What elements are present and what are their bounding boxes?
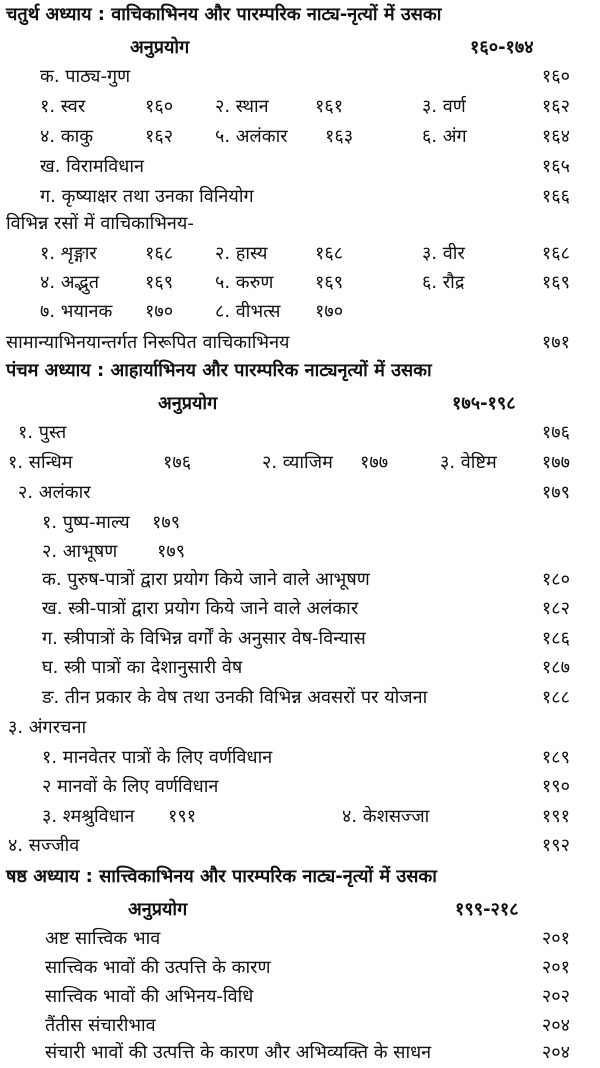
toc-entry: सात्त्विक भावों की उत्पत्ति के कारण २०१ <box>45 957 570 978</box>
toc-entry: ख. स्त्री-पात्रों द्वारा प्रयोग किये जाने वाले अलंकार १८२ <box>42 598 570 619</box>
toc-row: ४. काकु १६२ ५. अलंकार १६३ ६. अंग १६४ <box>40 126 570 147</box>
chapter-5-subheading: अनुप्रयोग १७५-१९८ <box>0 389 600 419</box>
page-range: १९९-२१८ <box>455 899 519 920</box>
toc-row: १. शृङ्गार १६८ २. हास्य १६८ ३. वीर १६८ <box>40 243 570 264</box>
toc-entry: २. अलंकार १७९ <box>18 482 570 503</box>
toc-entry: २. आभूषण १७९ <box>42 541 186 562</box>
toc-entry: सात्त्विक भावों की अभिनय-विधि २०२ <box>45 986 570 1007</box>
toc-entry: १. पुष्प-माल्य १७९ <box>42 512 181 533</box>
toc-row: १. स्वर १६० २. स्थान १६१ ३. वर्ण १६२ <box>40 96 570 117</box>
chapter-5-heading: पंचम अध्याय : आहार्याभिनय और पारम्परिक नाट्यनृत्यों में उसका <box>6 360 432 381</box>
toc-entry: तैंतीस संचारीभाव २०४ <box>45 1015 570 1036</box>
section-title: विभिन्न रसों में वाचिकाभिनय- <box>6 213 194 234</box>
toc-entry: ग. स्त्रीपात्रों के विभिन्न वर्गों के अनुसार वेष-विन्यास १८६ <box>42 628 570 649</box>
page-range: १७५-१९८ <box>452 393 516 414</box>
toc-row: ७. भयानक १७० ८. वीभत्स १७० <box>40 301 344 322</box>
toc-entry: संचारी भावों की उत्पत्ति के कारण और अभिव्यक्ति के साधन २०४ <box>45 1042 570 1063</box>
toc-entry: सामान्याभिनयान्तर्गत निरूपित वाचिकाभिनय १७१ <box>6 332 570 353</box>
page-range: १६०-१७४ <box>470 37 534 58</box>
toc-row: १. सन्धिम १७६ २. व्याजिम १७७ ३. वेष्टिम १७७ <box>8 452 570 473</box>
section-title: ३. अंगरचना <box>8 717 87 738</box>
chapter-4-heading: चतुर्थ अध्याय : वाचिकाभिनय और पारम्परिक नाट्य-नृत्यों में उसका <box>6 4 442 25</box>
toc-entry: क. पाठ्य-गुण १६० <box>40 66 570 87</box>
toc-entry: क. पुरुष-पात्रों द्वारा प्रयोग किये जाने वाले आभूषण १८० <box>42 569 570 590</box>
toc-entry: ग. कृष्याक्षर तथा उनका विनियोग १६६ <box>40 186 570 207</box>
toc-entry: २ मानवों के लिए वर्णविधान १९० <box>42 776 570 797</box>
toc-row: ३. श्मश्रुविधान १९१ ४. केशसज्जा १९१ <box>42 806 570 827</box>
toc-row: ४. अद्भुत १६९ ५. करुण १६९ ६. रौद्र १६९ <box>40 272 570 293</box>
toc-entry: ४. सज्जीव १९२ <box>8 835 570 856</box>
toc-entry: अष्ट सात्त्विक भाव २०१ <box>45 928 570 949</box>
toc-entry: ङ. तीन प्रकार के वेष तथा उनकी विभिन्न अवसरों पर योजना १८८ <box>42 687 570 708</box>
chapter-4-subheading: अनुप्रयोग १६०-१७४ <box>0 33 600 63</box>
toc-entry: घ. स्त्री पात्रों का देशानुसारी वेष १८७ <box>42 657 570 678</box>
chapter-6-heading: षष्ठ अध्याय : सात्त्विकाभिनय और पारम्परिक नाट्य-नृत्यों में उसका <box>6 866 437 887</box>
toc-entry: ख. विरामविधान १६५ <box>40 156 570 177</box>
toc-entry: १. मानवेतर पात्रों के लिए वर्णविधान १८९ <box>42 747 570 768</box>
toc-entry: १. पुस्त १७६ <box>18 422 570 443</box>
chapter-6-subheading: अनुप्रयोग १९९-२१८ <box>0 895 600 925</box>
